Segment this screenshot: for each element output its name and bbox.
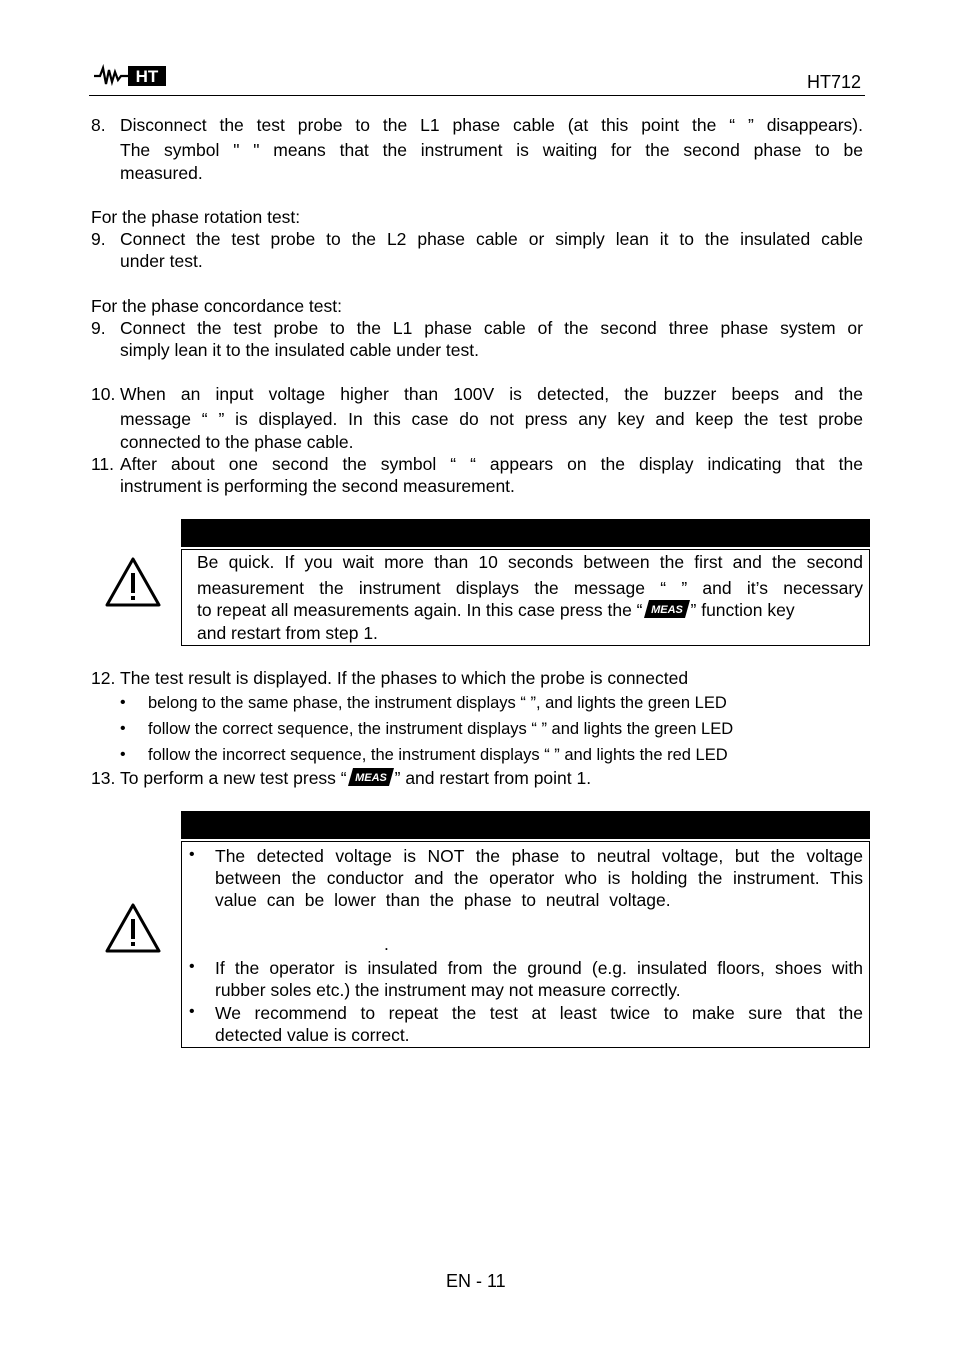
step-12-number: 12.	[91, 668, 116, 688]
bullet-char: •	[189, 846, 195, 863]
caution-1-line-3	[197, 600, 863, 621]
bullet-char: •	[189, 958, 195, 975]
step-12-bullet-2: follow the correct sequence, the instrument displays “ ” and lights the green LED	[148, 720, 734, 738]
step-12-line-1: The test result is displayed. If the phases to which the probe is connected	[120, 668, 689, 688]
caution-2-bullet-3-line-2: detected value is correct.	[215, 1025, 410, 1045]
step-11-line-1: After about one second the symbol “ “ appears on the display indicating that the	[120, 454, 863, 474]
step-13-line	[120, 768, 591, 789]
caution-2-bullet-2-line-2: rubber soles etc.) the instrument may not measure correctly.	[215, 980, 681, 1000]
step-8-line-2: The symbol " " means that the instrument is waiting for the second phase to be	[120, 140, 863, 160]
caution-1-line-3-post: ” function key	[690, 600, 795, 620]
caution-2-bullet-3-line-1: We recommend to repeat the test at least twice to make sure that the	[215, 1003, 863, 1023]
meas-key-label: MEAS	[650, 603, 683, 616]
step-12-bullet-1: belong to the same phase, the instrument displays “ ”, and lights the green LED	[148, 694, 727, 712]
svg-text:HT: HT	[135, 67, 159, 86]
caution-1-line-1: Be quick. If you wait more than 10 seconds between the first and the second	[197, 552, 863, 572]
caution-1-line-2: measurement the instrument displays the message “ ” and it’s necessary	[197, 578, 863, 598]
step-11-number: 11.	[91, 454, 115, 474]
warning-triangle-icon	[104, 902, 162, 954]
caution-2-bullet-1-line-2: between the conductor and the operator who is holding the instrument. This	[215, 868, 863, 888]
caution-2-header-bar	[181, 811, 870, 839]
step-9a-number: 9.	[91, 229, 106, 249]
caution-2-dot: .	[384, 934, 389, 954]
step-10-line-1: When an input voltage higher than 100V is detected, the buzzer beeps and the	[120, 384, 863, 404]
caution-2-bullet-1-line-3: value can be lower than the phase to neutral voltage.	[215, 890, 671, 910]
rotation-heading: For the phase rotation test:	[91, 207, 301, 227]
step-9b-number: 9.	[91, 318, 106, 338]
warning-triangle-icon	[104, 556, 162, 608]
page-number: EN - 11	[446, 1271, 506, 1291]
step-13-pre: To perform a new test press “	[120, 768, 347, 788]
caution-1-line-4: and restart from step 1.	[197, 623, 378, 643]
step-8-line-1: Disconnect the test probe to the L1 phase cable (at this point the “ ” disappears).	[120, 115, 863, 135]
bullet-char: •	[120, 720, 126, 737]
meas-key-icon	[643, 599, 691, 619]
caution-2-bullet-1-line-1: The detected voltage is NOT the phase to neutral voltage, but the voltage	[215, 846, 863, 866]
step-13-number: 13.	[91, 768, 116, 788]
bullet-char: •	[120, 694, 126, 711]
caution-1-line-3-pre: to repeat all measurements again. In this case press the “	[197, 600, 643, 620]
step-9a-line-1: Connect the test probe to the L2 phase cable or simply lean it to the insulated cable	[120, 229, 863, 249]
step-10-line-2: message “ ” is displayed. In this case do not press any key and keep the test probe	[120, 409, 863, 429]
step-9a-line-2: under test.	[120, 251, 203, 271]
meas-key-icon	[347, 767, 395, 787]
caution-2-bullet-2-line-1: If the operator is insulated from the ground (e.g. insulated floors, shoes with	[215, 958, 863, 978]
step-11-line-2: instrument is performing the second measurement.	[120, 476, 515, 496]
step-10-number: 10.	[91, 384, 116, 404]
bullet-char: •	[189, 1003, 195, 1020]
step-9b-line-1: Connect the test probe to the L1 phase cable of the second three phase system or	[120, 318, 863, 338]
step-12-bullet-3: follow the incorrect sequence, the instrument displays “ ” and lights the red LED	[148, 746, 728, 764]
step-9b-line-2: simply lean it to the insulated cable under test.	[120, 340, 479, 360]
bullet-char: •	[120, 746, 126, 763]
step-10-line-3: connected to the phase cable.	[120, 432, 354, 452]
header-rule	[89, 95, 865, 96]
meas-key-label: MEAS	[354, 771, 387, 784]
step-8-line-3: measured.	[120, 163, 203, 183]
ht-logo	[92, 62, 170, 90]
concordance-heading: For the phase concordance test:	[91, 296, 342, 316]
model-label: HT712	[807, 72, 862, 92]
caution-1-header-bar	[181, 519, 870, 547]
step-8-number: 8.	[91, 115, 106, 135]
step-13-post: ” and restart from point 1.	[394, 768, 592, 788]
